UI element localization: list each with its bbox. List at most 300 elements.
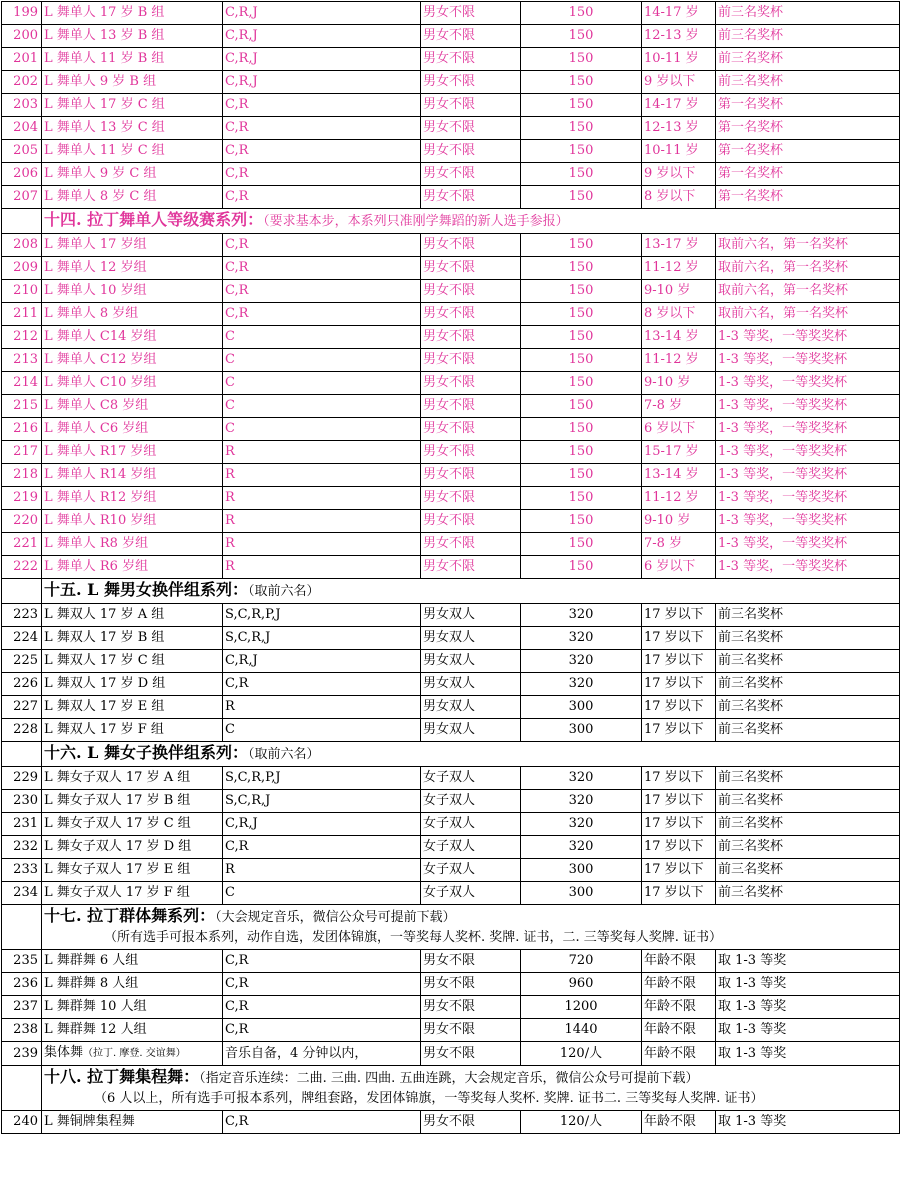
age-group: 年龄不限 [642, 973, 716, 996]
event-name: L 舞单人 13 岁 C 组 [42, 117, 223, 140]
dances: S,C,R,P,J [223, 604, 421, 627]
age-group: 年龄不限 [642, 1019, 716, 1042]
event-number: 214 [2, 372, 42, 395]
gender: 男女不限 [421, 1111, 521, 1134]
event-number: 209 [2, 257, 42, 280]
event-name: L 舞单人 8 岁组 [42, 303, 223, 326]
fee: 150 [521, 326, 642, 349]
event-number: 201 [2, 48, 42, 71]
award: 1-3 等奖，一等奖奖杯 [716, 510, 900, 533]
section-title [42, 905, 900, 950]
age-group: 9 岁以下 [642, 163, 716, 186]
age-group: 9 岁以下 [642, 71, 716, 94]
section-header [2, 209, 900, 234]
event-name: L 舞女子双人 17 岁 E 组 [42, 859, 223, 882]
event-number: 218 [2, 464, 42, 487]
award: 前三名奖杯 [716, 71, 900, 94]
age-group: 17 岁以下 [642, 696, 716, 719]
event-number: 240 [2, 1111, 42, 1134]
age-group: 8 岁以下 [642, 186, 716, 209]
award: 前三名奖杯 [716, 25, 900, 48]
award: 前三名奖杯 [716, 673, 900, 696]
fee: 150 [521, 257, 642, 280]
table-row [2, 349, 900, 372]
event-name-sub: （拉丁. 摩登. 交谊舞） [83, 1048, 186, 1059]
section-note: （大会规定音乐，微信公众号可提前下载） [215, 910, 456, 925]
gender: 男女不限 [421, 163, 521, 186]
fee: 150 [521, 556, 642, 579]
award: 取 1-3 等奖 [716, 1111, 900, 1134]
section-title [42, 209, 900, 234]
dances: R [223, 533, 421, 556]
gender: 男女双人 [421, 696, 521, 719]
table-row [2, 48, 900, 71]
table-row [2, 767, 900, 790]
event-number: 213 [2, 349, 42, 372]
gender: 男女不限 [421, 372, 521, 395]
award: 取前六名，第一名奖杯 [716, 303, 900, 326]
age-group: 17 岁以下 [642, 813, 716, 836]
age-group: 17 岁以下 [642, 882, 716, 905]
gender: 男女不限 [421, 186, 521, 209]
event-number: 224 [2, 627, 42, 650]
event-name: L 舞单人 R17 岁组 [42, 441, 223, 464]
section-title [42, 1066, 900, 1111]
age-group: 9-10 岁 [642, 280, 716, 303]
age-group: 年龄不限 [642, 1111, 716, 1134]
fee: 320 [521, 790, 642, 813]
table-row [2, 140, 900, 163]
event-name: L 舞单人 9 岁 B 组 [42, 71, 223, 94]
gender: 男女不限 [421, 487, 521, 510]
section-note-line2: （6 人以上，所有选手可报本系列，牌组套路，发团体锦旗，一等奖每人奖杯. 奖牌. 证书二. 三等奖每人奖牌. 证书） [94, 1091, 764, 1106]
event-number: 211 [2, 303, 42, 326]
table-row [2, 973, 900, 996]
section-heading: 十七. 拉丁群体舞系列： [44, 906, 216, 925]
dances: R [223, 859, 421, 882]
gender: 男女双人 [421, 650, 521, 673]
fee: 150 [521, 349, 642, 372]
table-row [2, 418, 900, 441]
dances: 音乐自备，4 分钟以内， [223, 1042, 421, 1066]
fee: 150 [521, 418, 642, 441]
award: 前三名奖杯 [716, 627, 900, 650]
award: 取 1-3 等奖 [716, 973, 900, 996]
table-row [2, 395, 900, 418]
event-number: 210 [2, 280, 42, 303]
gender: 男女不限 [421, 973, 521, 996]
event-number: 239 [2, 1042, 42, 1066]
table-row [2, 696, 900, 719]
event-name: L 舞群舞 8 人组 [42, 973, 223, 996]
age-group: 6 岁以下 [642, 418, 716, 441]
age-group: 17 岁以下 [642, 767, 716, 790]
age-group: 8 岁以下 [642, 303, 716, 326]
dances: C [223, 418, 421, 441]
dances: C,R,J [223, 2, 421, 25]
section-heading: 十四. 拉丁舞单人等级赛系列： [44, 210, 264, 229]
fee: 150 [521, 395, 642, 418]
gender: 男女双人 [421, 719, 521, 742]
age-group: 14-17 岁 [642, 2, 716, 25]
dances: C,R [223, 234, 421, 257]
gender: 男女不限 [421, 25, 521, 48]
award: 前三名奖杯 [716, 813, 900, 836]
section-spacer [2, 209, 42, 234]
event-name: L 舞单人 C12 岁组 [42, 349, 223, 372]
event-name: L 舞单人 10 岁组 [42, 280, 223, 303]
event-number: 221 [2, 533, 42, 556]
dances: C [223, 719, 421, 742]
fee: 320 [521, 836, 642, 859]
section-spacer [2, 905, 42, 950]
age-group: 17 岁以下 [642, 627, 716, 650]
section-spacer [2, 742, 42, 767]
event-number: 231 [2, 813, 42, 836]
event-number: 237 [2, 996, 42, 1019]
table-row [2, 94, 900, 117]
event-name: L 舞女子双人 17 岁 D 组 [42, 836, 223, 859]
award: 第一名奖杯 [716, 117, 900, 140]
event-number: 233 [2, 859, 42, 882]
age-group: 11-12 岁 [642, 487, 716, 510]
event-name: L 舞单人 R8 岁组 [42, 533, 223, 556]
event-number: 199 [2, 2, 42, 25]
dances: C,R [223, 836, 421, 859]
gender: 男女不限 [421, 2, 521, 25]
dances: C,R [223, 186, 421, 209]
dances: C,R [223, 94, 421, 117]
gender: 男女不限 [421, 303, 521, 326]
age-group: 年龄不限 [642, 1042, 716, 1066]
event-name: L 舞双人 17 岁 F 组 [42, 719, 223, 742]
table-row [2, 234, 900, 257]
fee: 320 [521, 673, 642, 696]
event-number: 232 [2, 836, 42, 859]
dances: C [223, 372, 421, 395]
award: 前三名奖杯 [716, 790, 900, 813]
table-row [2, 790, 900, 813]
gender: 女子双人 [421, 767, 521, 790]
event-name: L 舞单人 17 岁 C 组 [42, 94, 223, 117]
event-number: 226 [2, 673, 42, 696]
dances: R [223, 696, 421, 719]
gender: 男女不限 [421, 1019, 521, 1042]
dances: C,R [223, 1111, 421, 1134]
event-number: 206 [2, 163, 42, 186]
event-number: 227 [2, 696, 42, 719]
fee: 960 [521, 973, 642, 996]
table-row [2, 627, 900, 650]
award: 前三名奖杯 [716, 719, 900, 742]
table-row [2, 186, 900, 209]
gender: 男女不限 [421, 257, 521, 280]
award: 前三名奖杯 [716, 836, 900, 859]
fee: 150 [521, 372, 642, 395]
fee: 300 [521, 719, 642, 742]
age-group: 10-11 岁 [642, 48, 716, 71]
award: 取前六名，第一名奖杯 [716, 234, 900, 257]
gender: 女子双人 [421, 882, 521, 905]
gender: 男女不限 [421, 71, 521, 94]
award: 第一名奖杯 [716, 163, 900, 186]
event-name: L 舞单人 9 岁 C 组 [42, 163, 223, 186]
age-group: 9-10 岁 [642, 372, 716, 395]
event-name: L 舞单人 C14 岁组 [42, 326, 223, 349]
event-name: L 舞双人 17 岁 C 组 [42, 650, 223, 673]
event-name: L 舞双人 17 岁 A 组 [42, 604, 223, 627]
event-number: 229 [2, 767, 42, 790]
gender: 男女不限 [421, 117, 521, 140]
gender: 男女不限 [421, 441, 521, 464]
fee: 150 [521, 140, 642, 163]
event-name: L 舞女子双人 17 岁 C 组 [42, 813, 223, 836]
age-group: 11-12 岁 [642, 349, 716, 372]
gender: 男女不限 [421, 395, 521, 418]
event-number: 225 [2, 650, 42, 673]
award: 第一名奖杯 [716, 140, 900, 163]
age-group: 6 岁以下 [642, 556, 716, 579]
event-name: L 舞单人 12 岁组 [42, 257, 223, 280]
gender: 男女不限 [421, 326, 521, 349]
fee: 150 [521, 533, 642, 556]
event-number: 202 [2, 71, 42, 94]
gender: 男女不限 [421, 510, 521, 533]
section-note: （要求基本步，本系列只准刚学舞蹈的新人选手参报） [263, 214, 569, 229]
section-title [42, 742, 900, 767]
event-number: 228 [2, 719, 42, 742]
dances: C,R [223, 1019, 421, 1042]
event-name: L 舞单人 C8 岁组 [42, 395, 223, 418]
fee: 1200 [521, 996, 642, 1019]
award: 前三名奖杯 [716, 696, 900, 719]
table-row [2, 117, 900, 140]
gender: 男女不限 [421, 234, 521, 257]
event-number: 216 [2, 418, 42, 441]
fee: 150 [521, 25, 642, 48]
dances: C [223, 395, 421, 418]
age-group: 12-13 岁 [642, 25, 716, 48]
award: 取 1-3 等奖 [716, 996, 900, 1019]
age-group: 17 岁以下 [642, 604, 716, 627]
age-group: 13-14 岁 [642, 464, 716, 487]
table-row [2, 556, 900, 579]
gender: 男女不限 [421, 950, 521, 973]
event-name: L 舞铜牌集程舞 [42, 1111, 223, 1134]
dances: C,R [223, 163, 421, 186]
age-group: 17 岁以下 [642, 790, 716, 813]
event-name [42, 1042, 223, 1066]
event-number: 208 [2, 234, 42, 257]
section-title [42, 579, 900, 604]
age-group: 年龄不限 [642, 950, 716, 973]
age-group: 7-8 岁 [642, 395, 716, 418]
event-number: 205 [2, 140, 42, 163]
event-number: 217 [2, 441, 42, 464]
section-note: （取前六名） [247, 747, 320, 762]
event-name: L 舞单人 R12 岁组 [42, 487, 223, 510]
age-group: 9-10 岁 [642, 510, 716, 533]
gender: 男女不限 [421, 418, 521, 441]
award: 第一名奖杯 [716, 186, 900, 209]
age-group: 11-12 岁 [642, 257, 716, 280]
dances: R [223, 510, 421, 533]
event-number: 219 [2, 487, 42, 510]
event-name-main: 集体舞 [44, 1045, 84, 1060]
age-group: 12-13 岁 [642, 117, 716, 140]
event-number: 204 [2, 117, 42, 140]
award: 1-3 等奖，一等奖奖杯 [716, 395, 900, 418]
fee: 150 [521, 163, 642, 186]
table-row [2, 996, 900, 1019]
award: 取前六名，第一名奖杯 [716, 257, 900, 280]
event-name: L 舞群舞 12 人组 [42, 1019, 223, 1042]
award: 取 1-3 等奖 [716, 1019, 900, 1042]
fee: 150 [521, 94, 642, 117]
event-name: L 舞单人 R14 岁组 [42, 464, 223, 487]
dances: C,R [223, 973, 421, 996]
event-number: 222 [2, 556, 42, 579]
award: 前三名奖杯 [716, 859, 900, 882]
award: 1-3 等奖，一等奖奖杯 [716, 487, 900, 510]
event-name: L 舞单人 8 岁 C 组 [42, 186, 223, 209]
event-number: 220 [2, 510, 42, 533]
fee: 150 [521, 117, 642, 140]
fee: 150 [521, 441, 642, 464]
table-row [2, 303, 900, 326]
award: 前三名奖杯 [716, 48, 900, 71]
event-number: 215 [2, 395, 42, 418]
event-name: L 舞双人 17 岁 B 组 [42, 627, 223, 650]
age-group: 15-17 岁 [642, 441, 716, 464]
award: 1-3 等奖，一等奖奖杯 [716, 441, 900, 464]
dances: R [223, 487, 421, 510]
event-name: L 舞单人 11 岁 C 组 [42, 140, 223, 163]
table-row [2, 859, 900, 882]
age-group: 年龄不限 [642, 996, 716, 1019]
award: 1-3 等奖，一等奖奖杯 [716, 418, 900, 441]
award: 前三名奖杯 [716, 650, 900, 673]
fee: 150 [521, 2, 642, 25]
award: 取 1-3 等奖 [716, 1042, 900, 1066]
event-number: 230 [2, 790, 42, 813]
dances: C,R,J [223, 650, 421, 673]
gender: 男女不限 [421, 464, 521, 487]
age-group: 17 岁以下 [642, 836, 716, 859]
section-note: （指定音乐连续：二曲. 三曲. 四曲. 五曲连跳，大会规定音乐，微信公众号可提前下载） [199, 1071, 699, 1086]
fee: 300 [521, 696, 642, 719]
dances: C,R [223, 280, 421, 303]
event-name: L 舞单人 C6 岁组 [42, 418, 223, 441]
table-row [2, 326, 900, 349]
gender: 女子双人 [421, 813, 521, 836]
dances: C [223, 326, 421, 349]
dances: C [223, 349, 421, 372]
section-spacer [2, 579, 42, 604]
fee: 120/人 [521, 1042, 642, 1066]
fee: 320 [521, 627, 642, 650]
dances: S,C,R,J [223, 627, 421, 650]
section-note-line2: （所有选手可报本系列，动作自选，发团体锦旗，一等奖每人奖杯. 奖牌. 证书，二. 三等奖每人奖牌. 证书） [104, 930, 723, 945]
event-number: 212 [2, 326, 42, 349]
section-heading: 十八. 拉丁舞集程舞： [44, 1067, 200, 1086]
event-number: 207 [2, 186, 42, 209]
table-row [2, 510, 900, 533]
competition-table [1, 1, 900, 1134]
award: 取 1-3 等奖 [716, 950, 900, 973]
gender: 男女不限 [421, 556, 521, 579]
table-row [2, 280, 900, 303]
table-row [2, 950, 900, 973]
table-row [2, 2, 900, 25]
award: 1-3 等奖，一等奖奖杯 [716, 556, 900, 579]
dances: C [223, 882, 421, 905]
dances: C,R [223, 303, 421, 326]
section-heading: 十六. L 舞女子换伴组系列： [44, 743, 248, 762]
gender: 男女不限 [421, 280, 521, 303]
event-number: 200 [2, 25, 42, 48]
gender: 男女双人 [421, 604, 521, 627]
event-name: L 舞女子双人 17 岁 F 组 [42, 882, 223, 905]
table-row [2, 836, 900, 859]
award: 前三名奖杯 [716, 2, 900, 25]
event-name: L 舞单人 17 岁组 [42, 234, 223, 257]
gender: 男女双人 [421, 673, 521, 696]
award: 取前六名，第一名奖杯 [716, 280, 900, 303]
gender: 男女不限 [421, 1042, 521, 1066]
table-row [2, 882, 900, 905]
event-number: 203 [2, 94, 42, 117]
table-row [2, 372, 900, 395]
gender: 男女不限 [421, 349, 521, 372]
dances: S,C,R,P,J [223, 767, 421, 790]
table-row [2, 604, 900, 627]
age-group: 14-17 岁 [642, 94, 716, 117]
section-spacer [2, 1066, 42, 1111]
gender: 男女双人 [421, 627, 521, 650]
gender: 女子双人 [421, 836, 521, 859]
award: 前三名奖杯 [716, 604, 900, 627]
event-name: L 舞双人 17 岁 E 组 [42, 696, 223, 719]
age-group: 10-11 岁 [642, 140, 716, 163]
award: 第一名奖杯 [716, 94, 900, 117]
section-header [2, 905, 900, 950]
fee: 320 [521, 813, 642, 836]
gender: 男女不限 [421, 94, 521, 117]
gender: 男女不限 [421, 48, 521, 71]
fee: 150 [521, 186, 642, 209]
gender: 男女不限 [421, 140, 521, 163]
fee: 320 [521, 767, 642, 790]
fee: 150 [521, 510, 642, 533]
dances: C,R [223, 996, 421, 1019]
table-row [2, 441, 900, 464]
dances: C,R,J [223, 71, 421, 94]
dances: C,R [223, 140, 421, 163]
award: 1-3 等奖，一等奖奖杯 [716, 372, 900, 395]
fee: 150 [521, 48, 642, 71]
table-row [2, 673, 900, 696]
event-number: 236 [2, 973, 42, 996]
gender: 女子双人 [421, 790, 521, 813]
event-name: L 舞单人 13 岁 B 组 [42, 25, 223, 48]
table-row [2, 650, 900, 673]
table-row [2, 163, 900, 186]
table-row [2, 719, 900, 742]
fee: 320 [521, 650, 642, 673]
event-name: L 舞女子双人 17 岁 A 组 [42, 767, 223, 790]
section-header [2, 742, 900, 767]
